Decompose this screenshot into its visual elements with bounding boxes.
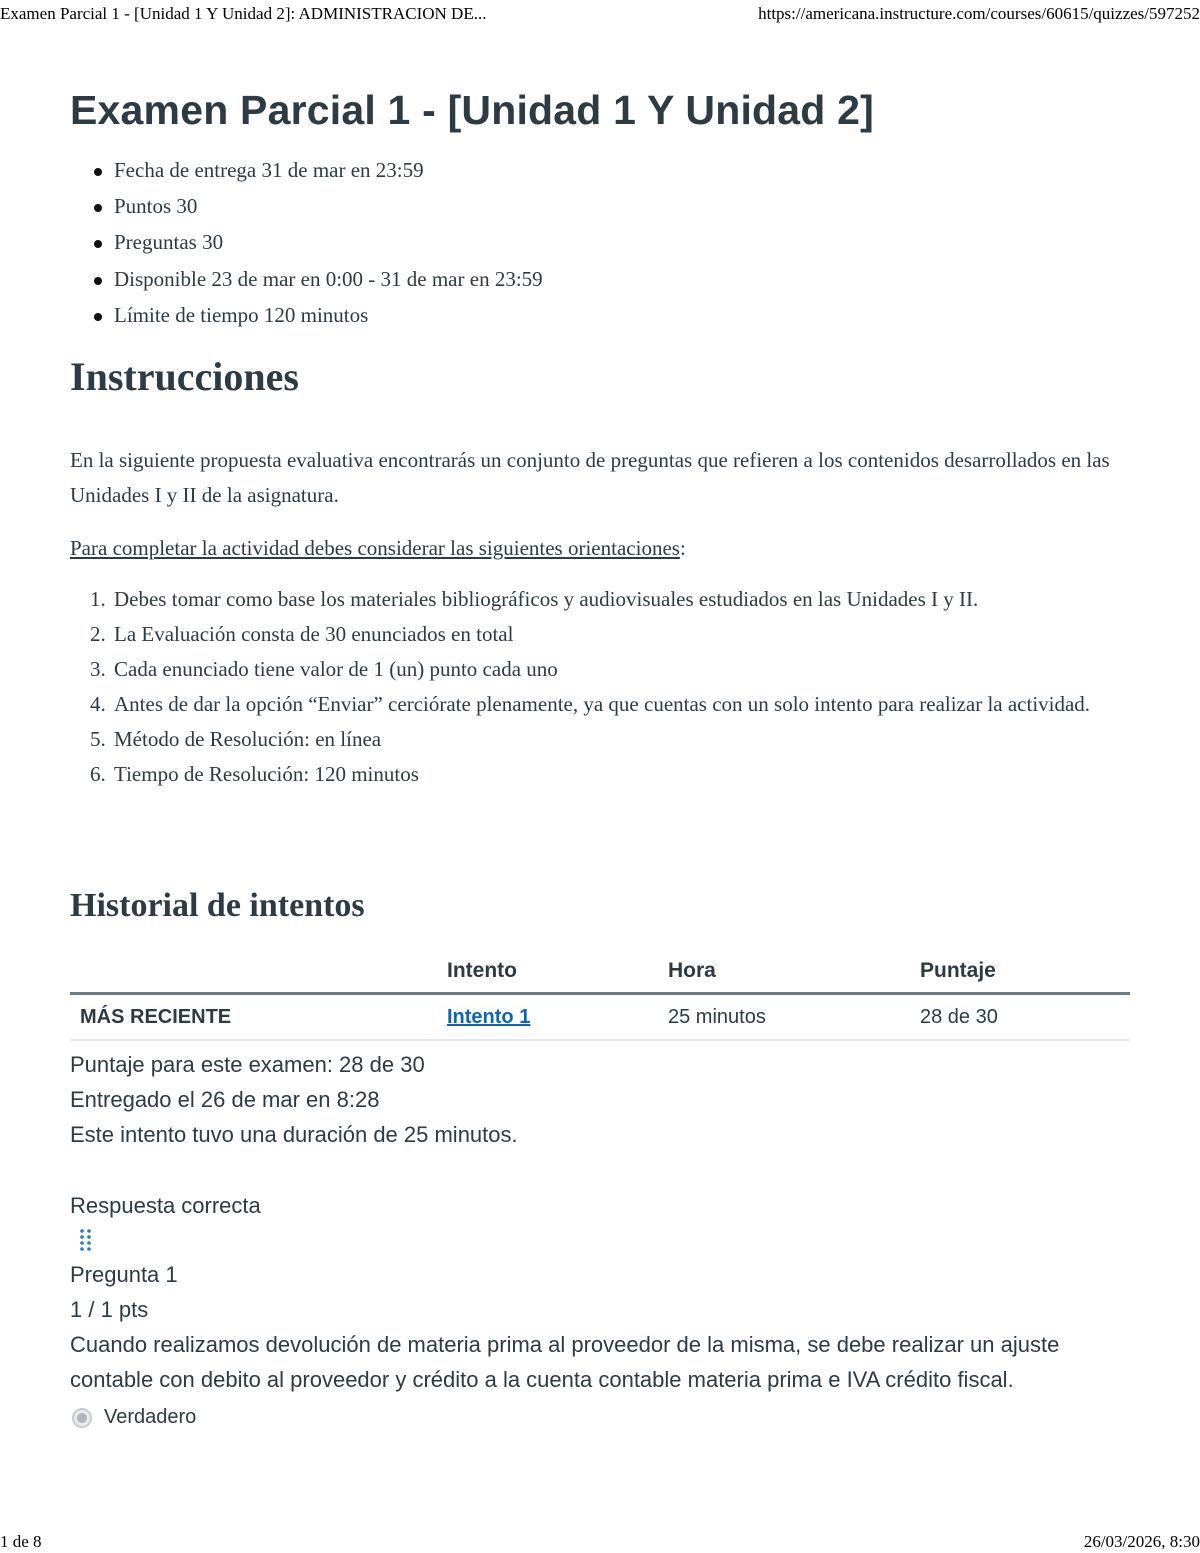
orientation-item [90,582,1130,617]
print-footer [0,1532,1200,1553]
print-header-url: https://americana.instructure.com/courses/60615/quizzes/597252 [758,4,1200,23]
answer-option[interactable] [70,1403,1130,1433]
detail-points: Puntos 30 [94,188,1130,224]
orientation-item [90,652,1130,687]
summary-submitted: Entregado el 26 de mar en 8:28 [70,1086,380,1112]
orientation-item-number: 3. [90,656,106,681]
orientation-item-text: Tiempo de Resolución: 120 minutos [114,761,419,786]
answer-radio[interactable] [72,1408,92,1428]
detail-time-limit: Límite de tiempo 120 minutos [94,297,1130,333]
orientation-item-number: 5. [90,726,106,751]
orientation-item [90,757,1130,792]
orientation-item-number: 2. [90,621,106,646]
orientation-item-text: Cada enunciado tiene valor de 1 (un) punto cada uno [114,656,558,681]
quiz-content [70,86,1130,1433]
attempt-history-table [70,950,1130,1041]
question-text: Cuando realizamos devolución de materia prima al proveedor de la misma, se debe realizar un ajuste contable con debito al proveedor y crédito a la cuenta contable materia prima e IVA crédito fiscal. [70,1331,1060,1392]
print-header [0,4,1200,28]
orientation-item-text: Debes tomar como base los materiales bibliográficos y audiovisuales estudiados en las Unidades I y II. [114,586,979,611]
column-header-time: Hora [668,950,920,994]
print-header-title: Examen Parcial 1 - [Unidad 1 Y Unidad 2]: ADMINISTRACION DE... [0,4,487,23]
table-row [70,994,1130,1040]
page-number: 1 de 8 [0,1532,42,1551]
orientation-lead-text: Para completar la actividad debes considerar las siguientes orientaciones [70,535,680,560]
instructions-intro: En la siguiente propuesta evaluativa encontrarás un conjunto de preguntas que refieren a los contenidos desarrollados en las Unidades I y II de la asignatura. [70,447,1110,507]
attempt-score: 28 de 30 [920,994,1130,1040]
column-header-blank [70,950,447,994]
quiz-title: Examen Parcial 1 - [Unidad 1 Y Unidad 2] [70,87,874,133]
orientation-item-number: 1. [90,586,106,611]
orientation-list [90,582,1130,792]
orientation-item [90,722,1130,757]
attempt-time: 25 minutos [668,994,920,1040]
print-datetime: 26/03/2026, 8:30 [1083,1532,1200,1551]
detail-available: Disponible 23 de mar en 0:00 - 31 de mar en 23:59 [94,261,1130,297]
orientation-item-text: Antes de dar la opción “Enviar” cerciórate plenamente, ya que cuentas con un solo intento para realizar la actividad. [114,691,1091,716]
drag-handle-icon[interactable] [74,1223,98,1257]
answer-result-label: Respuesta correcta [70,1192,261,1218]
attempt-summary [70,1047,1130,1152]
orientation-item [90,687,1130,722]
orientation-item [90,617,1130,652]
answer-option-label: Verdadero [104,1406,197,1429]
orientation-item-number: 6. [90,761,106,786]
detail-questions: Preguntas 30 [94,224,1130,260]
orientation-item-text: La Evaluación consta de 30 enunciados en total [114,621,514,646]
attempt-history-heading: Historial de intentos [70,886,365,924]
summary-score: Puntaje para este examen: 28 de 30 [70,1051,425,1077]
latest-attempt-label: MÁS RECIENTE [70,994,447,1040]
column-header-attempt: Intento [447,950,668,994]
attempt-cell [447,994,668,1040]
question-points: 1 / 1 pts [70,1296,149,1322]
detail-due-date: Fecha de entrega 31 de mar en 23:59 [94,152,1130,188]
summary-duration: Este intento tuvo una duración de 25 minutos. [70,1121,518,1147]
table-header-row [70,950,1130,994]
quiz-details-list [94,152,1130,333]
question-title: Pregunta 1 [70,1261,178,1287]
orientation-colon: : [679,535,686,560]
column-header-score: Puntaje [920,950,1130,994]
instructions-heading: Instrucciones [70,353,299,399]
orientation-lead [70,531,1130,566]
orientation-item-number: 4. [90,691,106,716]
attempt-link[interactable]: Intento 1 [447,1005,531,1028]
orientation-item-text: Método de Resolución: en línea [114,726,382,751]
